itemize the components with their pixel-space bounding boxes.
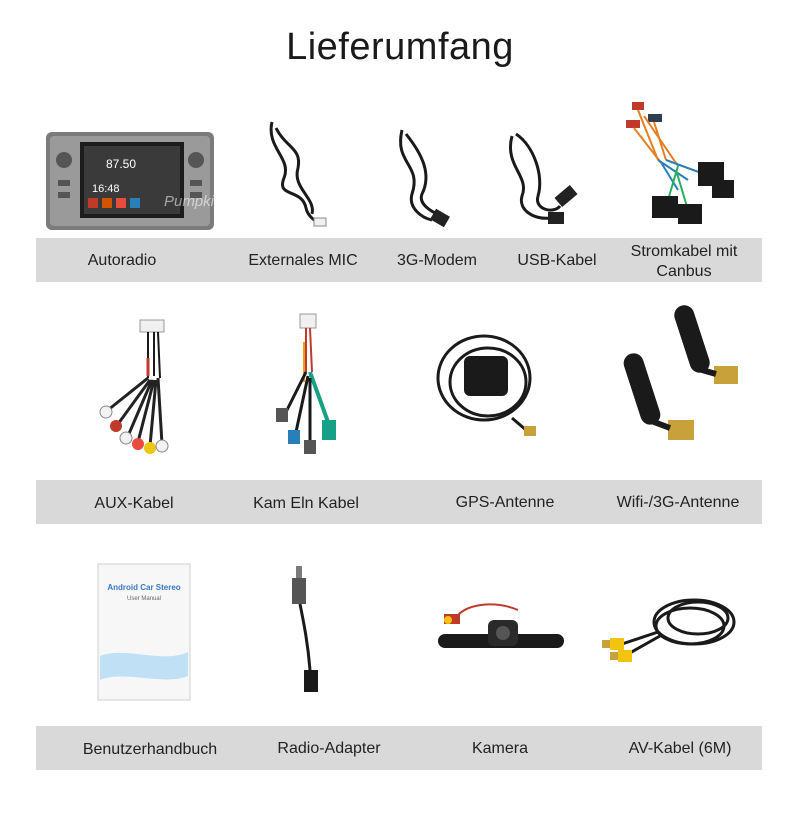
- power-harness-image: [618, 100, 738, 234]
- aux-cable-image: [88, 318, 178, 456]
- label-gps-antenne: GPS-Antenne: [455, 494, 555, 511]
- wifi-3g-antenna-image: [620, 302, 748, 450]
- radio-clock-text: 16:48: [92, 183, 120, 195]
- autoradio-image: [44, 130, 223, 232]
- label-externales-mic: Externales MIC: [248, 252, 358, 269]
- 3g-modem-cable-image: [392, 124, 456, 232]
- label-radio-adapter: Radio-Adapter: [277, 740, 381, 757]
- watermark-text: Pumpkin: [164, 193, 223, 210]
- camera-image: [434, 600, 568, 660]
- radio-frequency-text: 87.50: [106, 157, 137, 171]
- label-av-kabel: AV-Kabel (6M): [628, 740, 732, 757]
- page-title: Lieferumfang: [286, 26, 514, 68]
- label-aux-kabel: AUX-Kabel: [94, 495, 174, 512]
- usb-cable-image: [504, 126, 580, 232]
- manual-title-text: Android Car Stereo: [107, 583, 181, 592]
- camera-input-cable-image: [266, 312, 342, 460]
- manual-subtitle-text: User Manual: [126, 596, 162, 602]
- user-manual-image: [94, 560, 194, 704]
- av-cable-image: [598, 592, 740, 670]
- label-3g-modem: 3G-Modem: [396, 252, 478, 269]
- label-stromkabel: Stromkabel mit Canbus: [630, 243, 738, 280]
- label-benutzerhandbuch: Benutzerhandbuch: [82, 741, 218, 758]
- label-autoradio: Autoradio: [87, 252, 157, 269]
- mic-cable-image: [262, 118, 332, 230]
- radio-adapter-image: [286, 564, 322, 698]
- label-kam-eln-kabel: Kam Eln Kabel: [253, 495, 359, 512]
- label-kamera: Kamera: [471, 740, 529, 757]
- label-usb-kabel: USB-Kabel: [517, 252, 597, 269]
- label-wifi-3g-antenne: Wifi-/3G-Antenne: [616, 494, 740, 511]
- gps-antenna-image: [432, 322, 544, 440]
